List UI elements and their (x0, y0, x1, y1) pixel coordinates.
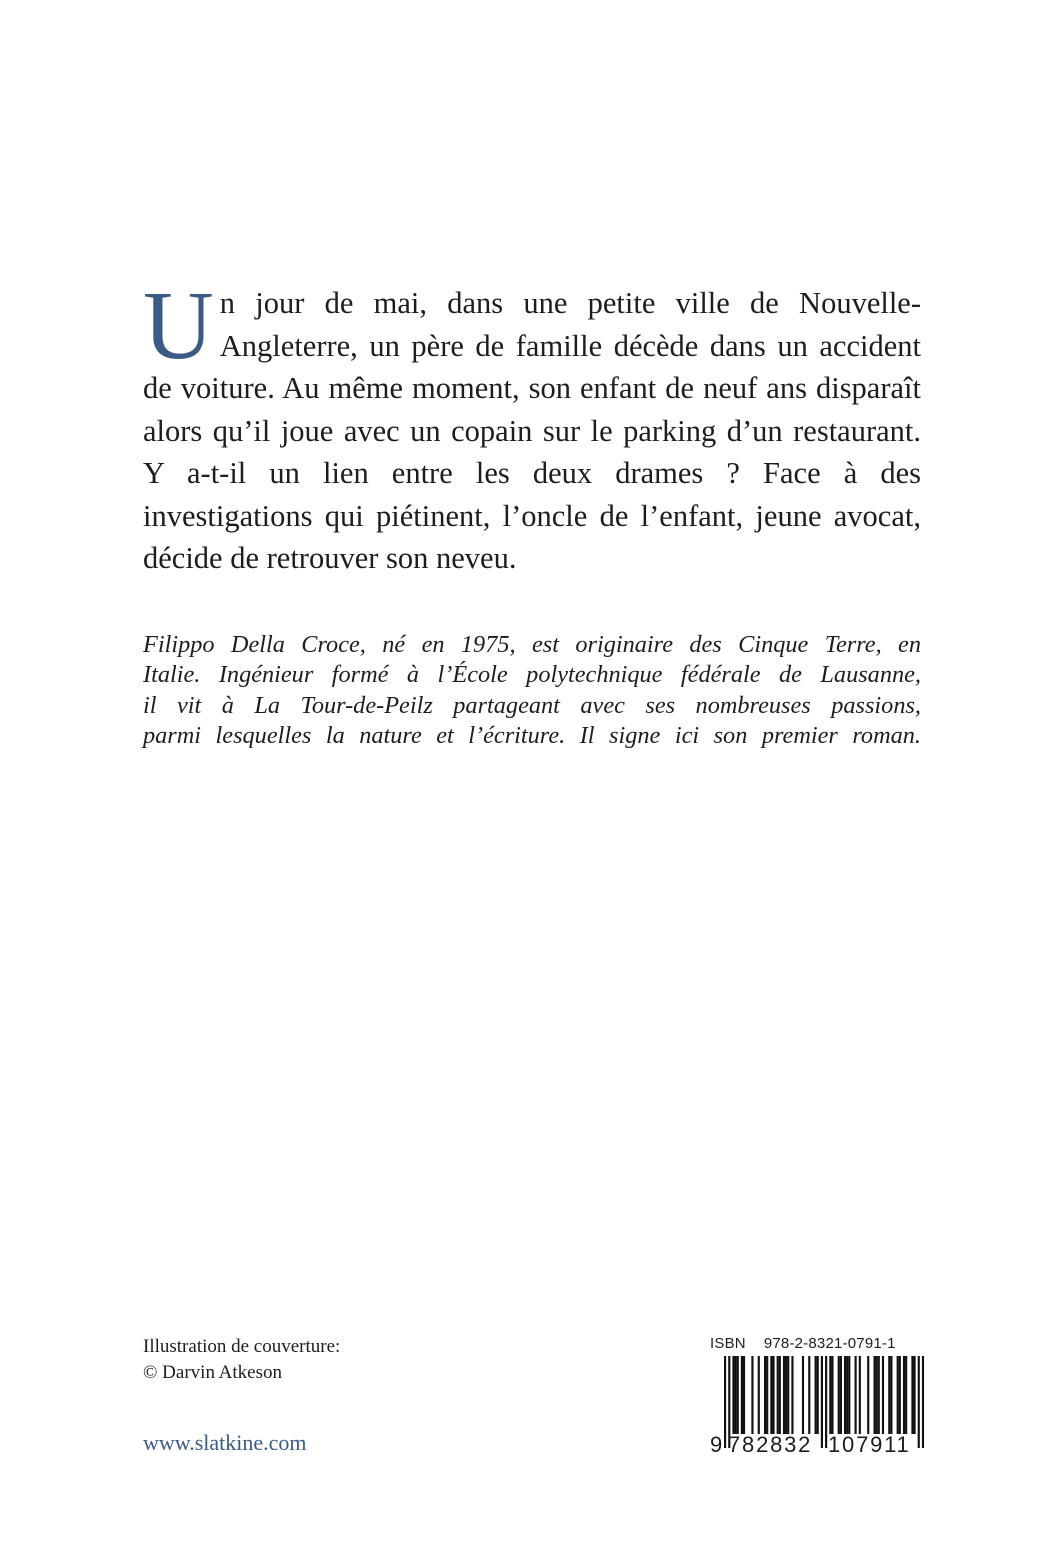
barcode-bar (876, 1356, 878, 1434)
barcode-bar (911, 1356, 913, 1434)
drop-cap: U (143, 272, 214, 380)
barcode-bar (815, 1356, 817, 1434)
author-bio-line: parmi lesquelles la nature et l’écriture. Il signe ici son premier roman. (143, 722, 921, 750)
isbn-text (710, 1335, 925, 1352)
barcode-bar (903, 1356, 905, 1434)
isbn-number: 978-2-8321-0791-1 (763, 1335, 896, 1352)
barcode-bar (905, 1356, 907, 1434)
barcode-bar (825, 1356, 827, 1448)
barcode-bar (785, 1356, 787, 1434)
barcode-bar (829, 1356, 831, 1434)
author-bio-line: il vit à La Tour-de-Peilz partageant avec ses nombreuses passions, (143, 691, 921, 719)
barcode-bar (741, 1356, 743, 1434)
barcode-bar (873, 1356, 875, 1434)
barcode-bar (777, 1356, 779, 1434)
barcode-bar (764, 1356, 766, 1434)
barcode-bar (817, 1356, 819, 1434)
barcode-bar (743, 1356, 745, 1434)
barcode-bar (867, 1356, 869, 1434)
barcode-bar (766, 1356, 768, 1434)
barcode-bar (772, 1356, 774, 1434)
barcode-bar (848, 1356, 850, 1434)
barcode-bar (890, 1356, 892, 1434)
barcode-bar (859, 1356, 861, 1434)
isbn-barcode (710, 1335, 925, 1465)
barcode-bar (918, 1356, 920, 1448)
illustration-credit (143, 1334, 340, 1386)
barcode-bar (844, 1356, 846, 1434)
barcode-digits-right: 107911 (828, 1432, 911, 1457)
barcode-bar (758, 1356, 760, 1434)
barcode-bar (922, 1356, 924, 1448)
barcode-bar (831, 1356, 833, 1434)
author-bio-line: Filippo Della Croce, né en 1975, est originaire des Cinque Terre, en (143, 631, 921, 658)
barcode-bar (724, 1356, 726, 1448)
isbn-label: ISBN (710, 1335, 746, 1352)
barcode-digit-first: 9 (710, 1432, 723, 1457)
barcode-digits-left: 782832 (728, 1432, 813, 1457)
barcode-bar (888, 1356, 890, 1434)
blurb-text: n jour de mai, dans une petite ville de Nouvelle-Angleterre, un père de famille décède dans un accident de voiture. Au même moment, son enfant de neuf ans disparaît alors qu’il joue avec un copain sur le parking d’un restaurant. Y a-t-il un lien entre les deux drames ? Face à des investigations qui piétinent, l’oncle de l’enfant, jeune avocat, décide de retrouver son neveu. (143, 286, 921, 575)
barcode-bar (783, 1356, 785, 1434)
author-bio-line: Italie. Ingénieur formé à l’École polytechnique fédérale de Lausanne, (143, 661, 921, 689)
author-bio (143, 630, 921, 752)
barcode-bar (882, 1356, 884, 1434)
barcode-bar (913, 1356, 915, 1434)
barcode-bar (791, 1356, 793, 1434)
barcode-bar (838, 1356, 840, 1434)
credit-artist: © Darvin Atkeson (143, 1362, 282, 1383)
barcode-bar (855, 1356, 857, 1434)
barcode-bar (787, 1356, 789, 1434)
barcode-bar (808, 1356, 810, 1434)
barcode-bar (802, 1356, 804, 1434)
barcode-bar (878, 1356, 880, 1434)
barcode-bar (846, 1356, 848, 1434)
barcode-bar (840, 1356, 842, 1434)
barcode-bar (897, 1356, 899, 1434)
publisher-website[interactable]: www.slatkine.com (143, 1430, 307, 1455)
blurb-paragraph (143, 272, 921, 580)
barcode-bar (737, 1356, 739, 1434)
credit-label: Illustration de couverture: (143, 1336, 341, 1357)
barcode-bar (732, 1356, 734, 1434)
barcode-bar (779, 1356, 781, 1434)
barcode-bar (751, 1356, 753, 1434)
barcode-bar (735, 1356, 737, 1434)
barcode-bar (899, 1356, 901, 1434)
barcode-bar (770, 1356, 772, 1434)
barcode-bar (821, 1356, 823, 1448)
